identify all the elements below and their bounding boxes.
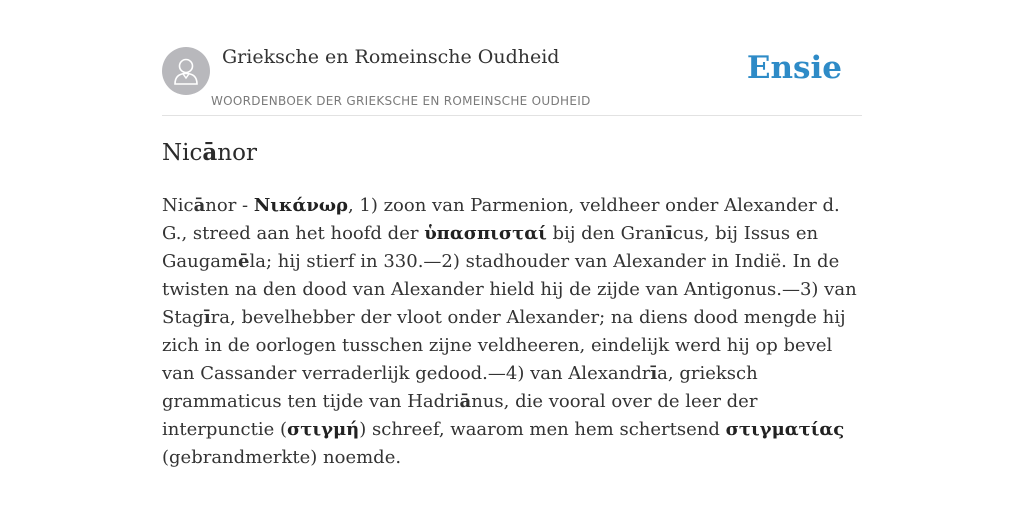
macron-letter: ē — [238, 251, 250, 272]
entry-title — [162, 139, 257, 166]
entry-title-part: nor — [217, 140, 257, 166]
entry-title-part: Nic — [162, 140, 203, 166]
greek-term: ὑπασπισταί — [424, 223, 547, 244]
body-text: a, grieksch grammaticus ten tijde van Hadri — [162, 363, 758, 412]
body-text: , 1) zoon van Parmenion, veldheer onder Alexander d. G., streed aan het hoofd der — [162, 195, 840, 244]
entry-body — [162, 192, 864, 472]
body-text: nor - — [205, 195, 254, 216]
brand-logo[interactable]: Ensie — [746, 50, 842, 86]
body-text: Nic — [162, 195, 194, 216]
body-text: (gebrandmerkte) noemde. — [162, 447, 402, 468]
body-text: la; hij stierf in 330.—2) stadhouder van Alexander in Indië. In de twisten na den dood van Alexander hield hij de zijde van Antigonus.—3) van Stag — [162, 251, 857, 328]
macron-letter: ā — [193, 195, 206, 216]
macron-letter: ī — [665, 223, 673, 244]
body-text: ra, bevelhebber der vloot onder Alexander; na diens dood mengde hij zich in de oorlogen tusschen zijne veldheeren, eindelijk werd hij op bevel van Cassander verraderlijk gedood.—4) van Alexandr — [162, 307, 846, 384]
site-title[interactable]: Grieksche en Romeinsche Oudheid — [222, 46, 560, 68]
site-subtitle: WOORDENBOEK DER GRIEKSCHE EN ROMEINSCHE OUDHEID — [211, 94, 591, 108]
entry-title-macron: ā — [202, 139, 218, 166]
greek-term: Νικάνωρ — [253, 195, 348, 216]
header-divider — [162, 115, 862, 116]
body-text: cus, bij Issus en Gaugam — [162, 223, 819, 272]
greek-term: στιγμή — [287, 419, 360, 440]
macron-letter: ā — [459, 391, 472, 412]
greek-term: στιγματίας — [725, 419, 845, 440]
user-avatar-icon — [172, 56, 200, 86]
body-text: ) schreef, waarom men hem schertsend — [359, 419, 726, 440]
body-text: bij den Gran — [546, 223, 666, 244]
macron-letter: ī — [650, 363, 658, 384]
macron-letter: ī — [203, 307, 211, 328]
body-text: nus, die vooral over de leer der interpunctie ( — [162, 391, 758, 440]
avatar[interactable] — [162, 47, 210, 95]
